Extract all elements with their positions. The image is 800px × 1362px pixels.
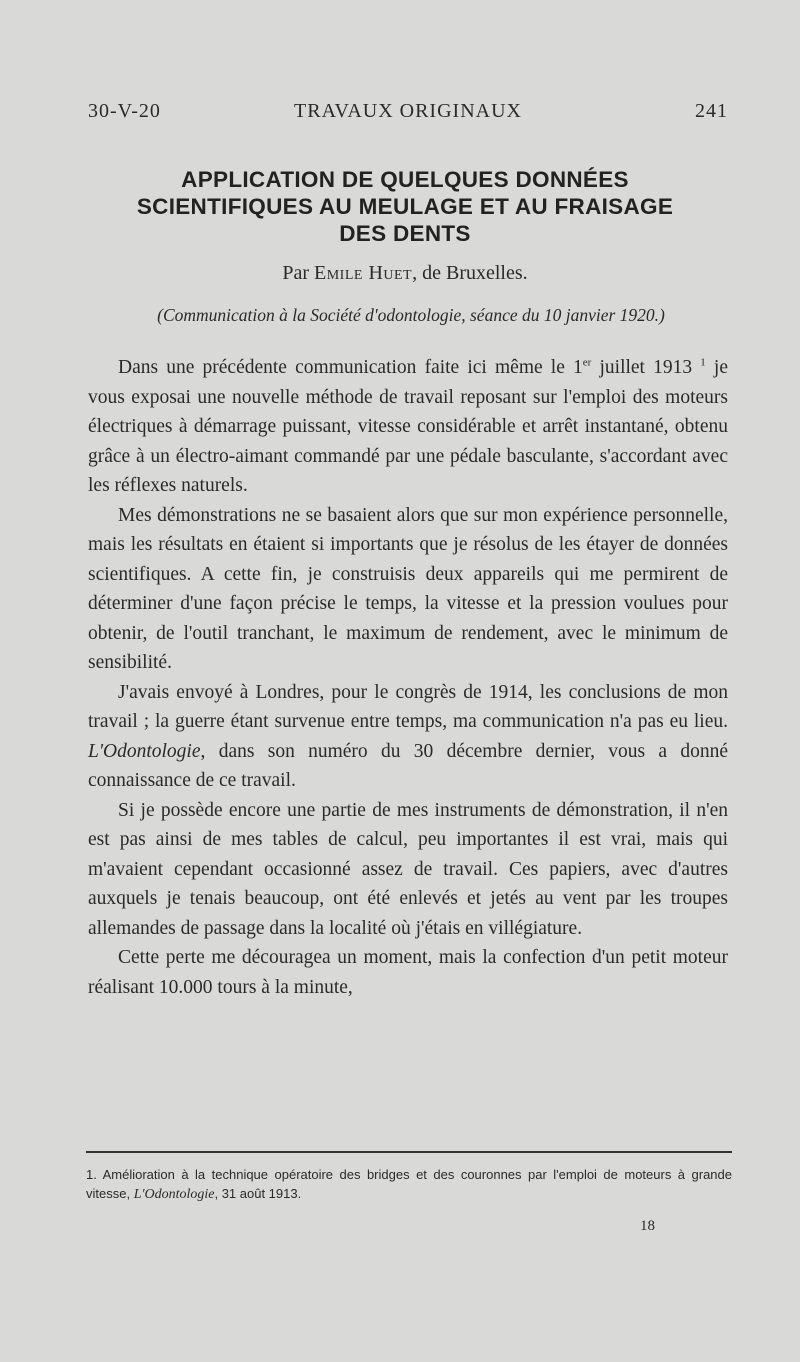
article-body [88, 353, 728, 1002]
author-name: Emile Huet [314, 262, 413, 284]
paragraph-2: Mes démonstrations ne se basaient alors que sur mon expérience personnelle, mais les résultats en étaient si importants que je résolus de les étayer de données scientifiques. A cette fin, je construisis deux appareils qui me permirent de déterminer d'une façon précise le temps, la vitesse et la pression voulues pour obtenir, de l'outil tranchant, le maximum de rendement, avec le minimum de sensibilité. [88, 504, 728, 673]
footnote-reference: 1 [700, 356, 706, 369]
byline-prefix: Par [282, 262, 310, 284]
header-date: 30-V-20 [88, 100, 161, 122]
footnote-text-b: , 31 août 1913. [214, 1186, 302, 1201]
footnote-number: 1. [86, 1167, 97, 1182]
paragraph-1-text-b: juillet 1913 [591, 357, 693, 378]
page-number: 241 [695, 100, 728, 122]
header-section: TRAVAUX ORIGINAUX [294, 100, 522, 122]
paragraph-3-text-a: J'avais envoyé à Londres, pour le congrès de 1914, les conclusions de mon travail ; la guerre étant survenue entre temps, ma communication n'a pas eu lieu. [88, 681, 728, 732]
paragraph-1 [88, 353, 728, 501]
footnote-text-a: Amélioration à la technique opératoire des bridges et des couronnes par l'emploi de moteurs à grande vitesse, [86, 1167, 732, 1201]
paragraph-1-text-a: Dans une précédente communication faite ici même le 1 [118, 357, 583, 378]
journal-title: L'Odontologie [88, 740, 201, 762]
article-title [80, 166, 730, 247]
paragraph-4: Si je possède encore une partie de mes instruments de démonstration, il n'en est pas ainsi de mes tables de calcul, peu importantes il est vrai, mais qui m'avaient cependant occasionné assez de travail. Ces papiers, avec d'autres auxquels je tenais beaucoup, ont été enlevés et jetés au vent par les troupes allemandes de passage dans la localité où j'étais en villégiature. [88, 799, 728, 939]
title-line-2: SCIENTIFIQUES AU MEULAGE ET AU FRAISAGE [136, 194, 674, 219]
paragraph-3-text-b: , dans son numéro du 30 décembre dernier, vous a donné connaissance de ce travail. [88, 740, 728, 791]
running-header [88, 100, 728, 130]
footnote [86, 1165, 732, 1204]
footnote-journal: L'Odontologie [133, 1187, 215, 1202]
signature-mark: 18 [640, 1218, 655, 1234]
communication-note: (Communication à la Société d'odontologie, séance du 10 janvier 1920.) [157, 305, 665, 325]
paragraph-5: Cette perte me découragea un moment, mais la confection d'un petit moteur réalisant 10.000 tours à la minute, [88, 947, 728, 998]
paragraph-3 [88, 678, 728, 796]
byline-location: , de Bruxelles. [412, 262, 528, 284]
byline [80, 262, 730, 285]
title-line-3: DES DENTS [339, 221, 471, 246]
ordinal-superscript: er [582, 356, 592, 369]
title-line-1: APPLICATION DE QUELQUES DONNÉES [181, 167, 629, 192]
paragraph-1-text-c: je vous exposai une nouvelle méthode de travail reposant sur l'emploi des moteurs électriques à démarrage puissant, vitesse considérable et arrêt instantané, obtenu grâce à un électro-aimant commandé par une pédale basculante, s'accordant avec les réflexes naturels. [88, 357, 729, 496]
footnote-divider [86, 1151, 732, 1153]
